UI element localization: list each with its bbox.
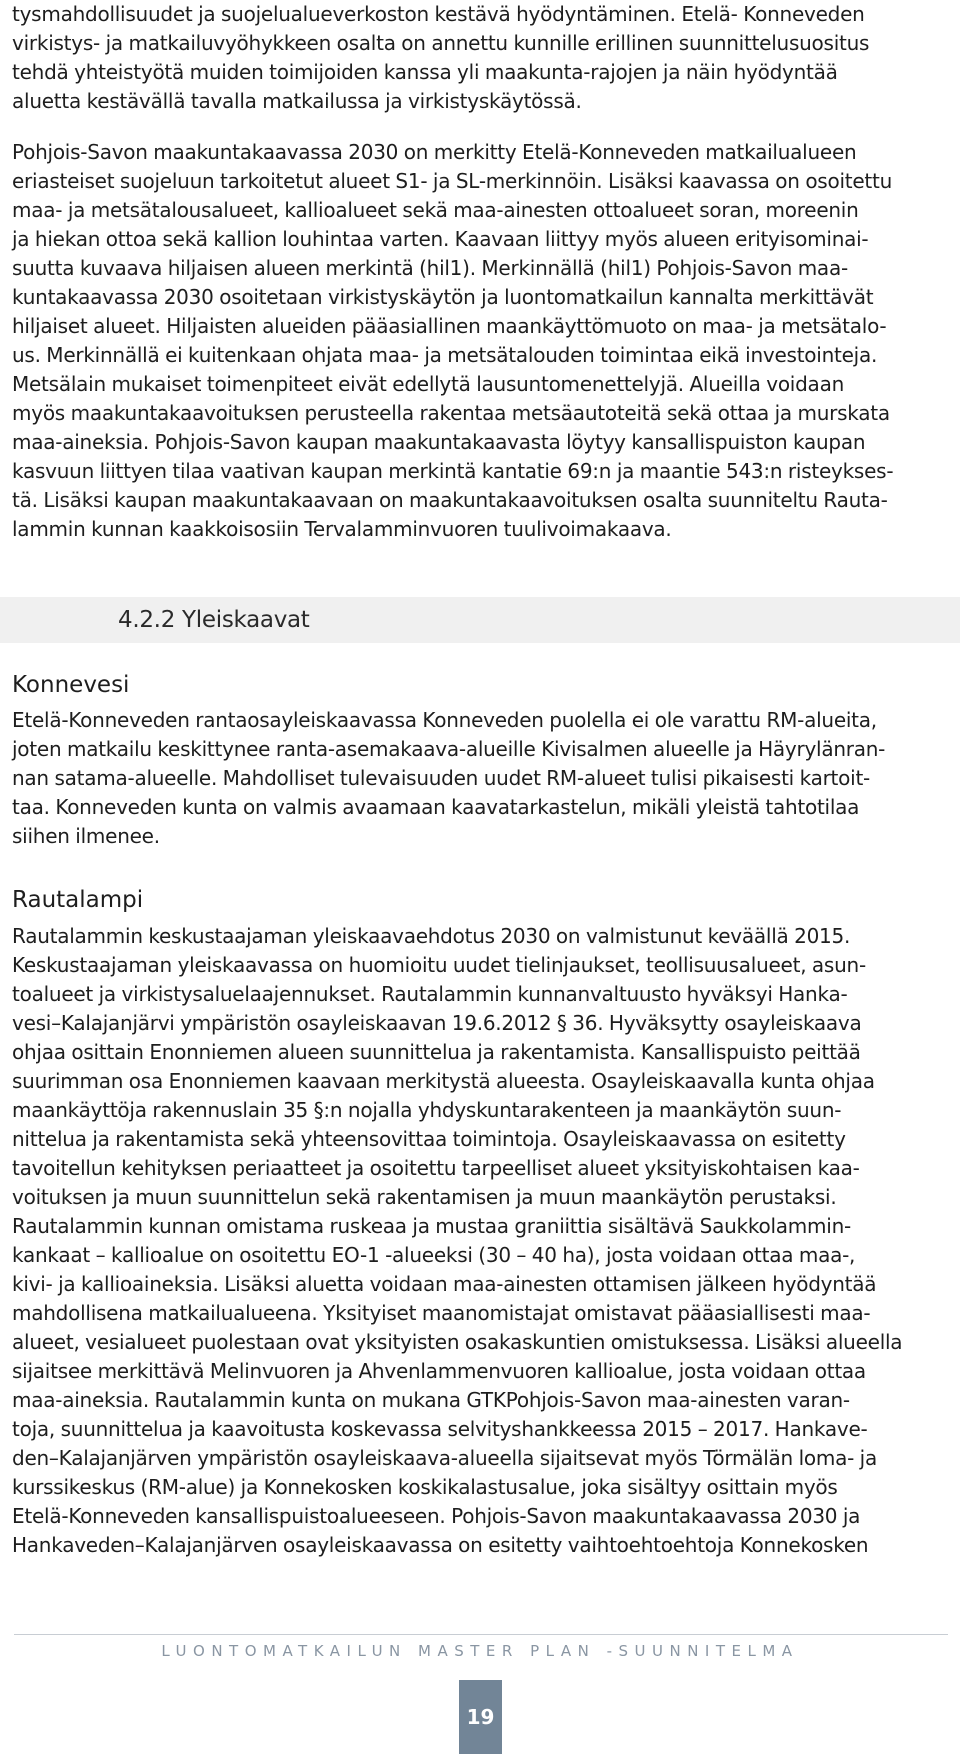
text-line: maa-aineksia. Pohjois-Savon kaupan maakuntakaavasta löytyy kansallispuiston kaupan xyxy=(12,430,866,454)
paragraph-maakuntakaava xyxy=(12,138,954,544)
subheading-konnevesi: Konnevesi xyxy=(12,672,130,698)
text-line: hiljaiset alueet. Hiljaisten alueiden pääasiallinen maankäyttömuoto on maa- ja metsätalo- xyxy=(12,314,887,338)
text-line: myös maakuntakaavoituksen perusteella rakentaa metsäautoteitä sekä ottaa ja murskata xyxy=(12,401,890,425)
subheading-rautalampi: Rautalampi xyxy=(12,887,144,913)
text-line: maa-aineksia. Rautalammin kunta on mukana GTKPohjois-Savon maa-ainesten varan- xyxy=(12,1388,850,1412)
text-line: suurimman osa Enonniemen kaavaan merkitystä alueesta. Osayleiskaavalla kunta ohjaa xyxy=(12,1069,875,1093)
text-line: taa. Konneveden kunta on valmis avaamaan kaavatarkastelun, mikäli yleistä tahtotilaa xyxy=(12,795,860,819)
text-line: Pohjois-Savon maakuntakaavassa 2030 on merkitty Etelä-Konneveden matkailualueen xyxy=(12,140,857,164)
text-line: tehdä yhteistyötä muiden toimijoiden kanssa yli maakunta-rajojen ja näin hyödyntää xyxy=(12,60,838,84)
text-line: den–Kalajanjärven ympäristön osayleiskaava-alueella sijaitsevat myös Törmälän loma- ja xyxy=(12,1446,877,1470)
section-heading-bar xyxy=(0,597,960,643)
text-line: tä. Lisäksi kaupan maakuntakaavaan on maakuntakaavoituksen osalta suunniteltu Rauta- xyxy=(12,488,888,512)
text-line: kankaat – kallioalue on osoitettu EO-1 -alueeksi (30 – 40 ha), josta voidaan ottaa maa-, xyxy=(12,1243,856,1267)
text-line: vesi–Kalajanjärvi ympäristön osayleiskaavan 19.6.2012 § 36. Hyväksytty osayleiskaava xyxy=(12,1011,862,1035)
text-line: tavoitellun kehityksen periaatteet ja osoitettu tarpeelliset alueet yksityiskohtaisen kaa- xyxy=(12,1156,860,1180)
text-line: maa- ja metsätalousalueet, kallioalueet sekä maa-ainesten ottoalueet soran, moreenin xyxy=(12,198,859,222)
paragraph-konnevesi xyxy=(12,706,954,851)
text-line: ohjaa osittain Enonniemen alueen suunnittelua ja rakentamista. Kansallispuisto peittää xyxy=(12,1040,861,1064)
text-line: kasvuun liittyen tilaa vaativan kaupan merkintä kantatie 69:n ja maantie 543:n risteykses- xyxy=(12,459,894,483)
text-line: ja hiekan ottoa sekä kallion louhintaa varten. Kaavaan liittyy myös alueen erityisominai- xyxy=(12,227,869,251)
section-heading: 4.2.2 Yleiskaavat xyxy=(118,607,310,633)
text-line: aluetta kestävällä tavalla matkailussa ja virkistyskäytössä. xyxy=(12,89,582,113)
text-line: toja, suunnittelua ja kaavoitusta koskevassa selvityshankkeessa 2015 – 2017. Hankave- xyxy=(12,1417,868,1441)
text-line: Etelä-Konneveden rantaosayleiskaavassa Konneveden puolella ei ole varattu RM-alueita, xyxy=(12,708,877,732)
text-line: joten matkailu keskittynee ranta-asemakaava-alueille Kivisalmen alueelle ja Häyrylänran- xyxy=(12,737,886,761)
text-line: virkistys- ja matkailuvyöhykkeen osalta on annettu kunnille erillinen suunnittelusuositus xyxy=(12,31,870,55)
text-line: Rautalammin keskustaajaman yleiskaavaehdotus 2030 on valmistunut keväällä 2015. xyxy=(12,924,851,948)
text-line: Keskustaajaman yleiskaavassa on huomioitu uudet tielinjaukset, teollisuusalueet, asun- xyxy=(12,953,866,977)
footer-title: LUONTOMATKAILUN MASTER PLAN -SUUNNITELMA xyxy=(161,1642,799,1660)
text-line: nittelua ja rakentamista sekä yhteensovittaa toimintoja. Osayleiskaavassa on esitetty xyxy=(12,1127,846,1151)
text-line: suutta kuvaava hiljaisen alueen merkintä (hil1). Merkinnällä (hil1) Pohjois-Savon maa- xyxy=(12,256,848,280)
text-line: toalueet ja virkistysaluelaajennukset. Rautalammin kunnanvaltuusto hyväksyi Hanka- xyxy=(12,982,848,1006)
paragraph-intro-continued xyxy=(12,0,954,116)
text-line: alueet, vesialueet puolestaan ovat yksityisten osakaskuntien omistuksessa. Lisäksi alueella xyxy=(12,1330,903,1354)
text-line: mahdollisena matkailualueena. Yksityiset maanomistajat omistavat pääasiallisesti maa- xyxy=(12,1301,871,1325)
text-line: Hankaveden–Kalajanjärven osayleiskaavassa on esitetty vaihtoehtoehtoja Konnekosken xyxy=(12,1533,869,1557)
text-line: tysmahdollisuudet ja suojelualueverkoston kestävä hyödyntäminen. Etelä- Konneveden xyxy=(12,2,865,26)
text-line: siihen ilmenee. xyxy=(12,824,160,848)
paragraph-rautalampi xyxy=(12,922,954,1560)
text-line: maankäyttöja rakennuslain 35 §:n nojalla yhdyskuntarakenteen ja maankäytön suun- xyxy=(12,1098,842,1122)
text-line: sijaitsee merkittävä Melinvuoren ja Ahvenlammenvuoren kallioalue, josta voidaan ottaa xyxy=(12,1359,866,1383)
text-line: eriasteiset suojeluun tarkoitetut alueet S1- ja SL-merkinnöin. Lisäksi kaavassa on osoitettu xyxy=(12,169,893,193)
text-line: lammin kunnan kaakkoisosiin Tervalamminvuoren tuulivoimakaava. xyxy=(12,517,672,541)
text-line: us. Merkinnällä ei kuitenkaan ohjata maa- ja metsätalouden toimintaa eikä investointeja. xyxy=(12,343,878,367)
text-line: Metsälain mukaiset toimenpiteet eivät edellytä lausuntomenettelyjä. Alueilla voidaan xyxy=(12,372,844,396)
footer-divider xyxy=(14,1634,948,1635)
text-line: kivi- ja kallioaineksia. Lisäksi aluetta voidaan maa-ainesten ottamisen jälkeen hyödyntää xyxy=(12,1272,877,1296)
text-line: Etelä-Konneveden kansallispuistoalueeseen. Pohjois-Savon maakuntakaavassa 2030 ja xyxy=(12,1504,861,1528)
text-line: nan satama-alueelle. Mahdolliset tulevaisuuden uudet RM-alueet tulisi pikaisesti kartoit- xyxy=(12,766,870,790)
text-line: Rautalammin kunnan omistama ruskeaa ja mustaa graniittia sisältävä Saukkolammin- xyxy=(12,1214,851,1238)
text-line: kurssikeskus (RM-alue) ja Konnekosken koskikalastusalue, joka sisältyy osittain myös xyxy=(12,1475,838,1499)
text-line: voituksen ja muun suunnittelun sekä rakentamisen ja muun maankäytön perustaksi. xyxy=(12,1185,837,1209)
text-line: kuntakaavassa 2030 osoitetaan virkistyskäytön ja luontomatkailun kannalta merkittävät xyxy=(12,285,874,309)
page-number-badge: 19 xyxy=(459,1680,502,1754)
